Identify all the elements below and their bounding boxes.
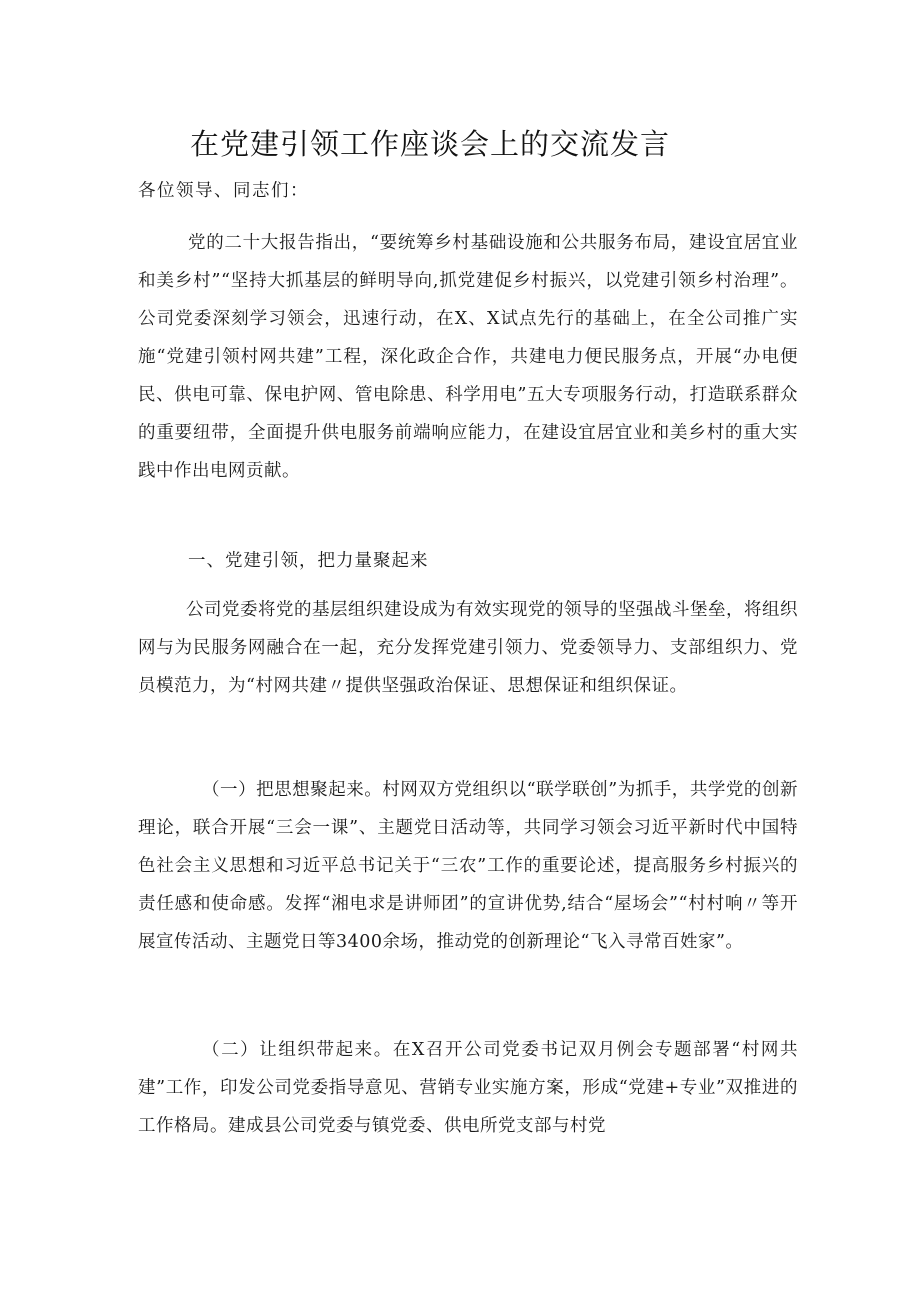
document-title: 在党建引领工作座谈会上的交流发言 [189,127,670,161]
section-heading-1: 一、党建引领，把力量聚起来 [188,551,429,571]
paragraph-subsection-1: （一）把思想聚起来。村网双方党组织以“联学联创”为抓手，共学党的创新理论，联合开展“三会一课”、主题党日活动等，共同学习领会习近平新时代中国特色社会主义思想和习近平总书记关于“三农”工作的重要论述，提高服务乡村振兴的责任感和使命感。发挥“湘电求是讲师团”的宣讲优势,结合“屋场会”“村村响〃等开展宣传活动、主题党日等3400余场，推动党的创新理论“飞入寻常百姓家”。 [138,780,798,952]
paragraph-subsection-2: （二）让组织带起来。在X召开公司党委书记双月例会专题部署“村网共建”工作，印发公司党委指导意见、营销专业实施方案，形成“党建+专业”双推进的工作格局。建成县公司党委与镇党委、供电所党支部与村党 [138,1040,798,1136]
salutation: 各位领导、同志们： [138,181,309,201]
paragraph-section-1: 公司党委将党的基层组织建设成为有效实现党的领导的坚强战斗堡垒，将组织网与为民服务网融合在一起，充分发挥党建引领力、党委领导力、支部组织力、党员模范力，为“村网共建〃提供坚强政治保证、思想保证和组织保证。 [138,600,798,696]
paragraph-intro: 党的二十大报告指出，“要统筹乡村基础设施和公共服务布局，建设宜居宜业和美乡村”“坚持大抓基层的鲜明导向,抓党建促乡村振兴，以党建引领乡村治理”。公司党委深刻学习领会，迅速行动，在X、X试点先行的基础上，在全公司推广实施“党建引领村网共建”工程，深化政企合作，共建电力便民服务点，开展“办电便民、供电可靠、保电护网、管电除患、科学用电”五大专项服务行动，打造联系群众的重要纽带，全面提升供电服务前端响应能力，在建设宜居宜业和美乡村的重大实践中作出电网贡献。 [138,233,798,481]
